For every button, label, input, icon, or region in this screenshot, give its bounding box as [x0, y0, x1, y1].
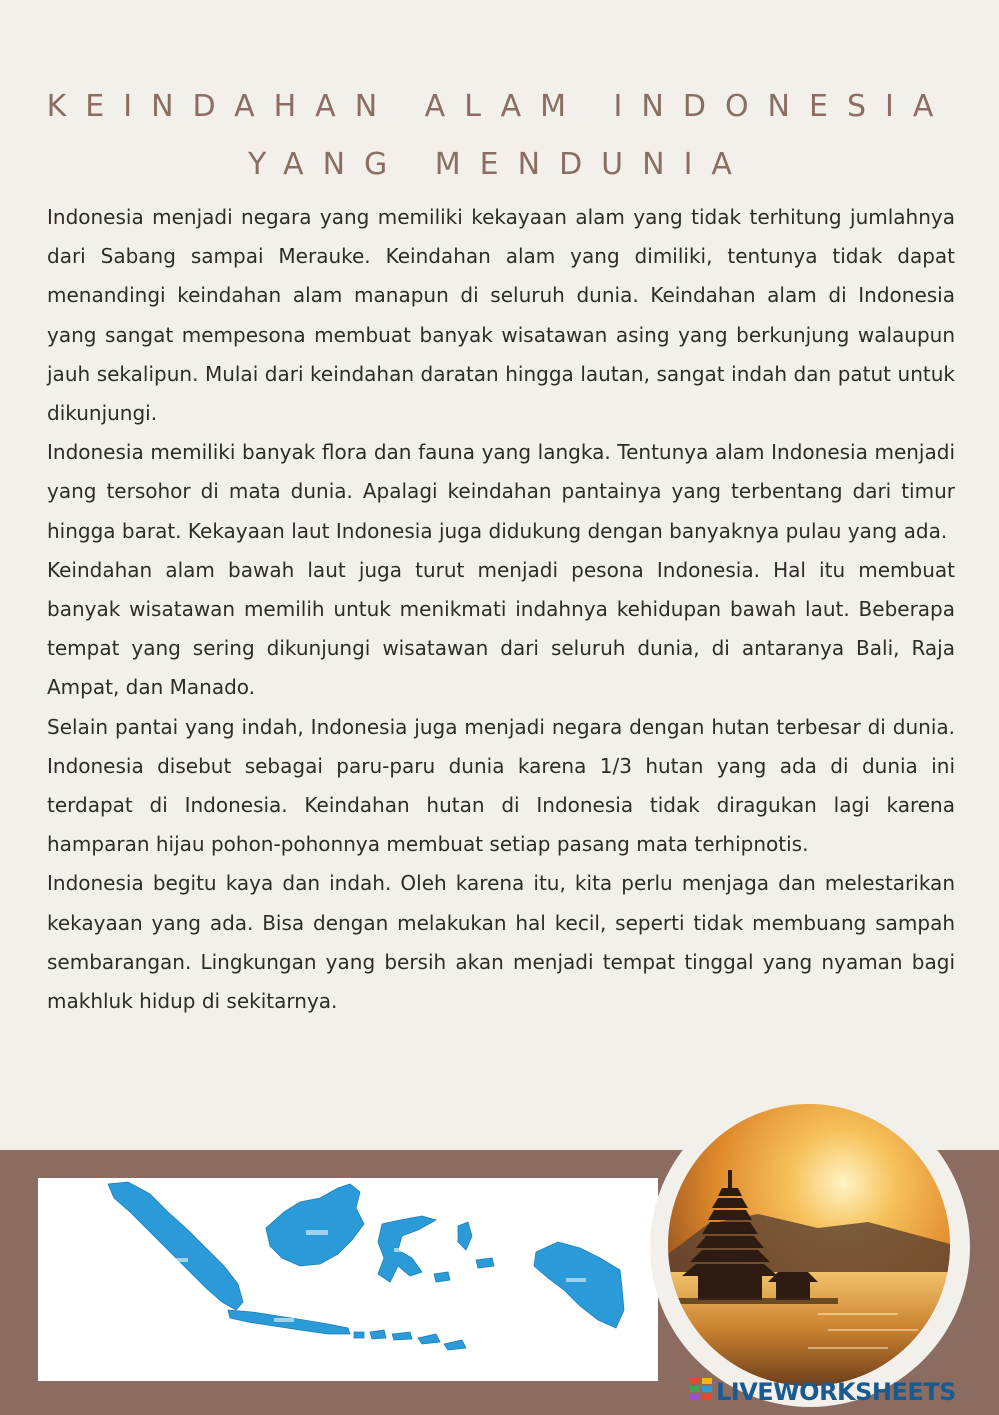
paragraph: Selain pantai yang indah, Indonesia juga menjadi negara dengan hutan terbesar di dunia. Indonesia disebut sebagai paru-paru dunia karena 1/3 hutan yang ada di dunia ini terdapat di Indonesia. Keindahan hutan di Indonesia tidak diragukan lagi karena hamparan hijau pohon-pohonnya membuat setiap pasang mata terhipnotis.: [47, 714, 955, 857]
title-line-2: YANG MENDUNIA: [248, 147, 751, 182]
paragraph: Indonesia menjadi negara yang memiliki kekayaan alam yang tidak terhitung jumlahnya dari Sabang sampai Merauke. Keindahan alam yang dimiliki, tentunya tidak dapat menandingi keindahan alam manapun di seluruh dunia. Keindahan alam di Indonesia yang sangat mempesona membuat banyak wisatawan asing yang berkunjung walaupun jauh sekalipun. Mulai dari keindahan daratan hingga lautan, sangat indah dan patut untuk dikunjungi.: [47, 205, 955, 426]
paragraph: Keindahan alam bawah laut juga turut menjadi pesona Indonesia. Hal itu membuat banyak wisatawan memilih untuk menikmati indahnya kehidupan bawah laut. Beberapa tempat yang sering dikunjungi wisatawan dari seluruh dunia, di antaranya Bali, Raja Ampat, dan Manado.: [47, 557, 955, 700]
title-line-1: KEINDAHAN ALAM INDONESIA: [46, 89, 953, 124]
paragraph: Indonesia begitu kaya dan indah. Oleh karena itu, kita perlu menjaga dan melestarikan kekayaan yang ada. Bisa dengan melakukan hal kecil, seperti tidak membuang sampah sembarangan. Lingkungan yang bersih akan menjadi tempat tinggal yang nyaman bagi makhluk hidup di sekitarnya.: [47, 871, 955, 1014]
page-title: [0, 78, 999, 194]
watermark-text: LIVEWORKSHEETS: [716, 1378, 956, 1406]
paragraph: Indonesia memiliki banyak flora dan fauna yang langka. Tentunya alam Indonesia menjadi yang tersohor di mata dunia. Apalagi keindahan pantainya yang terbentang dari timur hingga barat. Kekayaan laut Indonesia juga didukung dengan banyaknya pulau yang ada.: [47, 440, 955, 543]
indonesia-map: [38, 1178, 658, 1381]
liveworksheets-watermark: [690, 1374, 956, 1410]
article-body: [47, 198, 955, 1021]
liveworksheets-logo-icon: [690, 1378, 712, 1406]
bali-temple-photo: [668, 1104, 950, 1386]
indonesia-map-image: [38, 1178, 658, 1381]
temple-sunset-image: [668, 1104, 950, 1386]
